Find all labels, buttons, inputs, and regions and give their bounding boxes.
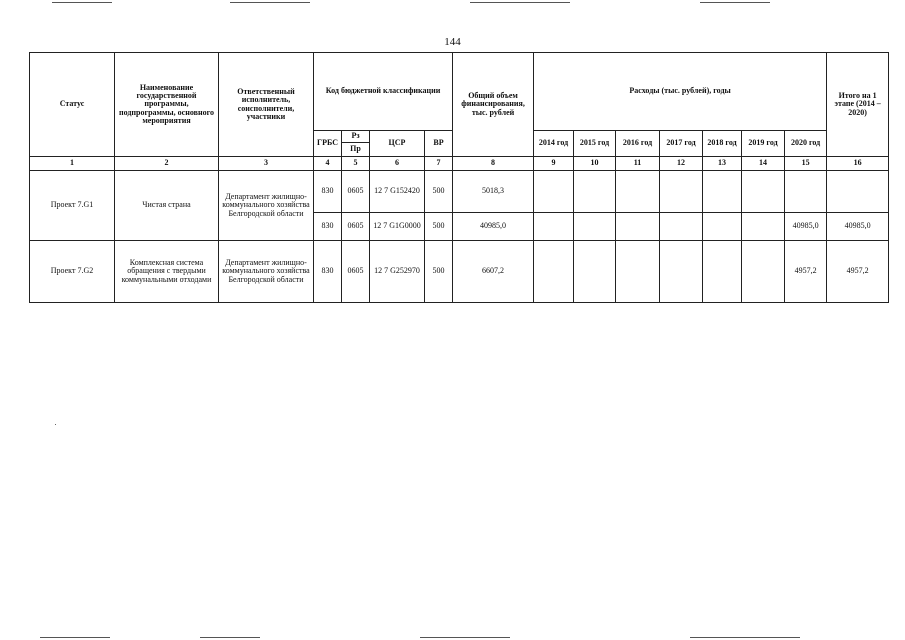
cell-2019: [742, 241, 785, 303]
cell-grbs: 830: [314, 171, 342, 213]
row-status: Проект 7.G2: [30, 241, 115, 303]
cell-2020: [785, 171, 827, 213]
column-number: 4: [314, 157, 342, 171]
cell-csr: 12 7 G1G0000: [370, 213, 425, 241]
cell-2018: [703, 213, 742, 241]
row-name: Комплексная система обращения с твердыми коммунальными отходами: [115, 241, 219, 303]
scan-edge-top: [470, 2, 570, 3]
column-number: 9: [534, 157, 574, 171]
column-number: 2: [115, 157, 219, 171]
header-budget-code: Код бюджетной классификации: [314, 53, 453, 131]
header-vr: ВР: [425, 131, 453, 157]
cell-2014: [534, 213, 574, 241]
column-number: 1: [30, 157, 115, 171]
cell-vr: 500: [425, 171, 453, 213]
cell-2020: 4957,2: [785, 241, 827, 303]
cell-2017: [660, 241, 703, 303]
header-year-2017: 2017 год: [660, 131, 703, 157]
cell-2014: [534, 171, 574, 213]
table-row: [30, 171, 889, 213]
cell-vr: 500: [425, 241, 453, 303]
cell-2015: [574, 171, 616, 213]
table-row: [30, 241, 889, 303]
budget-table: [29, 52, 889, 303]
cell-grbs: 830: [314, 213, 342, 241]
cell-2017: [660, 171, 703, 213]
header-name: Наименование государственной программы, подпрограммы, основного мероприятия: [115, 53, 219, 157]
cell-grbs: 830: [314, 241, 342, 303]
cell-csr: 12 7 G152420: [370, 171, 425, 213]
header-year-2018: 2018 год: [703, 131, 742, 157]
scan-edge-bottom: [40, 637, 110, 638]
cell-rzpr: 0605: [342, 213, 370, 241]
cell-total: 5018,3: [453, 171, 534, 213]
cell-2018: [703, 171, 742, 213]
cell-csr: 12 7 G252970: [370, 241, 425, 303]
cell-vr: 500: [425, 213, 453, 241]
header-status: Статус: [30, 53, 115, 157]
row-status: Проект 7.G1: [30, 171, 115, 241]
header-pr: Пр: [342, 143, 370, 157]
column-number: 3: [219, 157, 314, 171]
cell-rzpr: 0605: [342, 241, 370, 303]
column-number: 12: [660, 157, 703, 171]
header-year-2014: 2014 год: [534, 131, 574, 157]
header-year-2015: 2015 год: [574, 131, 616, 157]
scan-edge-top: [700, 2, 770, 3]
header-rz: Рз: [342, 131, 370, 143]
row-name: Чистая страна: [115, 171, 219, 241]
column-number: 6: [370, 157, 425, 171]
header-expenses: Расходы (тыс. рублей), годы: [534, 53, 827, 131]
cell-stage-total: [827, 171, 889, 213]
cell-total: 6607,2: [453, 241, 534, 303]
cell-2015: [574, 241, 616, 303]
column-number: 5: [342, 157, 370, 171]
cell-2015: [574, 213, 616, 241]
cell-2019: [742, 213, 785, 241]
column-number: 14: [742, 157, 785, 171]
cell-stage-total: 4957,2: [827, 241, 889, 303]
column-number: 10: [574, 157, 616, 171]
scan-edge-bottom: [690, 637, 800, 638]
header-year-2020: 2020 год: [785, 131, 827, 157]
column-number: 13: [703, 157, 742, 171]
header-executor: Ответственный исполнитель, соисполнители, участники: [219, 53, 314, 157]
cell-2016: [616, 213, 660, 241]
row-executor: Департамент жилищно-коммунального хозяйства Белгородской области: [219, 171, 314, 241]
header-csr: ЦСР: [370, 131, 425, 157]
cell-2017: [660, 213, 703, 241]
column-number: 8: [453, 157, 534, 171]
cell-2016: [616, 171, 660, 213]
header-year-2016: 2016 год: [616, 131, 660, 157]
cell-stage-total: 40985,0: [827, 213, 889, 241]
scan-edge-bottom: [420, 637, 510, 638]
header-total-volume: Общий объем финансирования, тыс. рублей: [453, 53, 534, 157]
header-grbs: ГРБС: [314, 131, 342, 157]
cell-2020: 40985,0: [785, 213, 827, 241]
cell-2014: [534, 241, 574, 303]
scan-speck: [55, 424, 56, 425]
scan-edge-top: [52, 2, 112, 3]
cell-2018: [703, 241, 742, 303]
cell-total: 40985,0: [453, 213, 534, 241]
cell-2019: [742, 171, 785, 213]
scan-edge-top: [230, 2, 310, 3]
column-number: 15: [785, 157, 827, 171]
page-number: 144: [444, 36, 461, 48]
column-number: 16: [827, 157, 889, 171]
column-number: 11: [616, 157, 660, 171]
cell-rzpr: 0605: [342, 171, 370, 213]
cell-2016: [616, 241, 660, 303]
header-stage-total: Итого на 1 этапе (2014 – 2020): [827, 53, 889, 157]
header-year-2019: 2019 год: [742, 131, 785, 157]
row-executor: Департамент жилищно-коммунального хозяйства Белгородской области: [219, 241, 314, 303]
scan-edge-bottom: [200, 637, 260, 638]
column-number: 7: [425, 157, 453, 171]
